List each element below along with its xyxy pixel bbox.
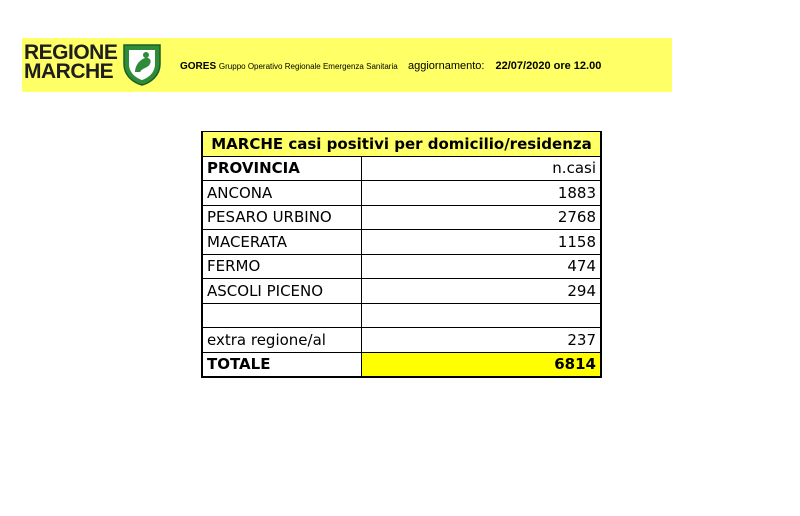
cases-cell: 2768 bbox=[362, 205, 602, 230]
table-row bbox=[202, 205, 601, 230]
org-name: Gruppo Operativo Regionale Emergenza Sanitaria bbox=[218, 62, 398, 71]
logo-line-2: MARCHE bbox=[24, 60, 114, 83]
logo-line-1: REGIONE bbox=[24, 41, 118, 64]
table-row bbox=[202, 230, 601, 255]
region-logo-text bbox=[24, 43, 117, 81]
cases-cell: 1158 bbox=[362, 230, 602, 255]
region-shield-icon bbox=[120, 42, 164, 86]
table-header-row bbox=[202, 156, 601, 181]
cases-cell: 1883 bbox=[362, 181, 602, 206]
province-cell: ASCOLI PICENO bbox=[202, 279, 362, 304]
update-info bbox=[408, 60, 601, 72]
org-caption bbox=[180, 61, 398, 72]
province-cell: ANCONA bbox=[202, 181, 362, 206]
province-cell: FERMO bbox=[202, 254, 362, 279]
empty-cell bbox=[362, 303, 602, 328]
cases-cell: 474 bbox=[362, 254, 602, 279]
total-row bbox=[202, 352, 601, 377]
province-header: PROVINCIA bbox=[202, 156, 362, 181]
table-row bbox=[202, 254, 601, 279]
total-value: 6814 bbox=[362, 352, 602, 377]
update-date: 22/07/2020 ore 12.00 bbox=[495, 60, 602, 72]
update-label: aggiornamento: bbox=[408, 60, 485, 72]
extra-region-row bbox=[202, 328, 601, 353]
org-acronym: GORES bbox=[180, 61, 217, 72]
cases-cell: 294 bbox=[362, 279, 602, 304]
header-banner bbox=[22, 38, 672, 92]
province-cell: MACERATA bbox=[202, 230, 362, 255]
province-cell: PESARO URBINO bbox=[202, 205, 362, 230]
table-row bbox=[202, 181, 601, 206]
total-label: TOTALE bbox=[202, 352, 362, 377]
empty-cell bbox=[202, 303, 362, 328]
cases-table bbox=[201, 131, 602, 378]
extra-region-label: extra regione/al bbox=[202, 328, 362, 353]
empty-row bbox=[202, 303, 601, 328]
extra-region-value: 237 bbox=[362, 328, 602, 353]
table-title: MARCHE casi positivi per domicilio/residenza bbox=[202, 132, 601, 157]
cases-header: n.casi bbox=[362, 156, 602, 181]
table-row bbox=[202, 279, 601, 304]
